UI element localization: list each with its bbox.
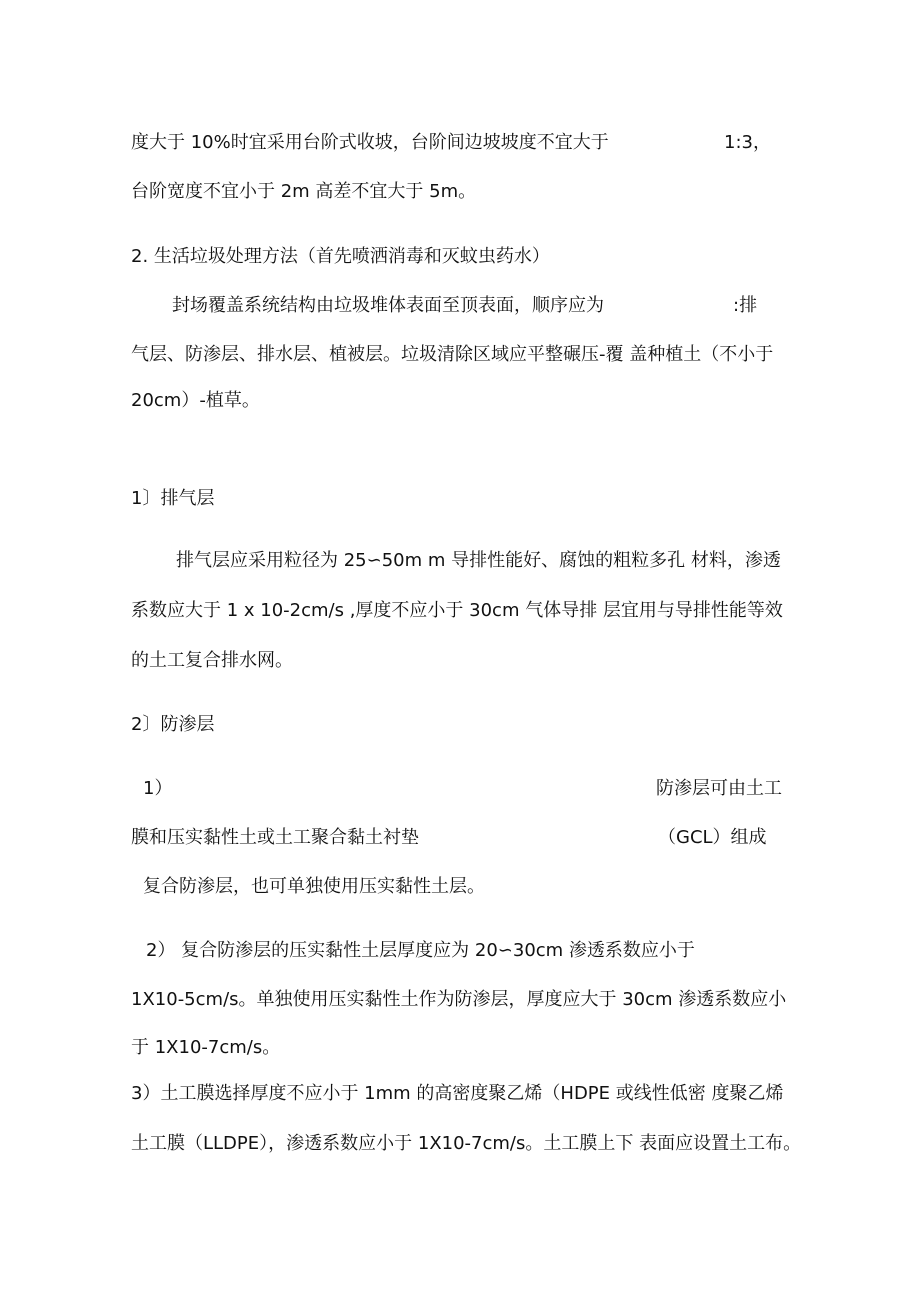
paragraph-line-7: 系数应大于 1 x 10-2cm/s ,厚度不应小于 30cm 气体导排 层宜用与导排性能等效: [131, 600, 783, 621]
item-1-text-d: 复合防渗层，也可单独使用压实黏性土层。: [143, 876, 485, 897]
item-1-marker: 1）: [143, 778, 173, 799]
item-1-text-c: （GCL）组成: [658, 827, 767, 848]
section-heading-2: 2. 生活垃圾处理方法（首先喷洒消毒和灭蚊虫药水）: [131, 246, 550, 267]
paragraph-line-8: 的土工复合排水网。: [131, 650, 293, 671]
item-1-text-b: 膜和压实黏性土或土工聚合黏土衬垫: [131, 827, 419, 848]
paragraph-line-2: 台阶宽度不宜小于 2m 高差不宜大于 5m。: [131, 181, 477, 202]
item-3-text-b: 土工膜（LLDPE），渗透系数应小于 1X10-7cm/s。土工膜上下 表面应设置土工布。: [131, 1133, 802, 1154]
item-2-text-a: 2） 复合防渗层的压实黏性土层厚度应为 20∽30cm 渗透系数应小于: [146, 940, 695, 961]
subheading-exhaust-layer: 1〕排气层: [131, 488, 215, 509]
subheading-seepage-layer: 2〕防渗层: [131, 714, 215, 735]
paragraph-line-1a: 度大于 10%时宜采用台阶式收坡，台阶间边坡坡度不宜大于: [131, 132, 609, 153]
paragraph-line-6: 排气层应采用粒径为 25∽50m m 导排性能好、腐蚀的粗粒多孔 材料，渗透: [176, 550, 781, 571]
paragraph-line-3b: :排: [733, 295, 758, 316]
item-2-text-b: 1X10-5cm/s。单独使用压实黏性土作为防渗层，厚度应大于 30cm 渗透系数应小: [131, 989, 787, 1010]
paragraph-line-5: 20cm）-植草。: [131, 390, 260, 411]
paragraph-line-4: 气层、防渗层、排水层、植被层。垃圾清除区域应平整碾压-覆 盖种植土（不小于: [131, 344, 774, 365]
paragraph-line-1b: 1:3，: [724, 132, 771, 153]
item-2-text-c: 于 1X10-7cm/s。: [131, 1037, 281, 1058]
paragraph-line-3a: 封场覆盖系统结构由垃圾堆体表面至顶表面，顺序应为: [172, 295, 604, 316]
item-1-text-a: 防渗层可由土工: [656, 778, 782, 799]
item-3-text-a: 3）土工膜选择厚度不应小于 1mm 的高密度聚乙烯（HDPE 或线性低密 度聚乙烯: [131, 1083, 784, 1104]
